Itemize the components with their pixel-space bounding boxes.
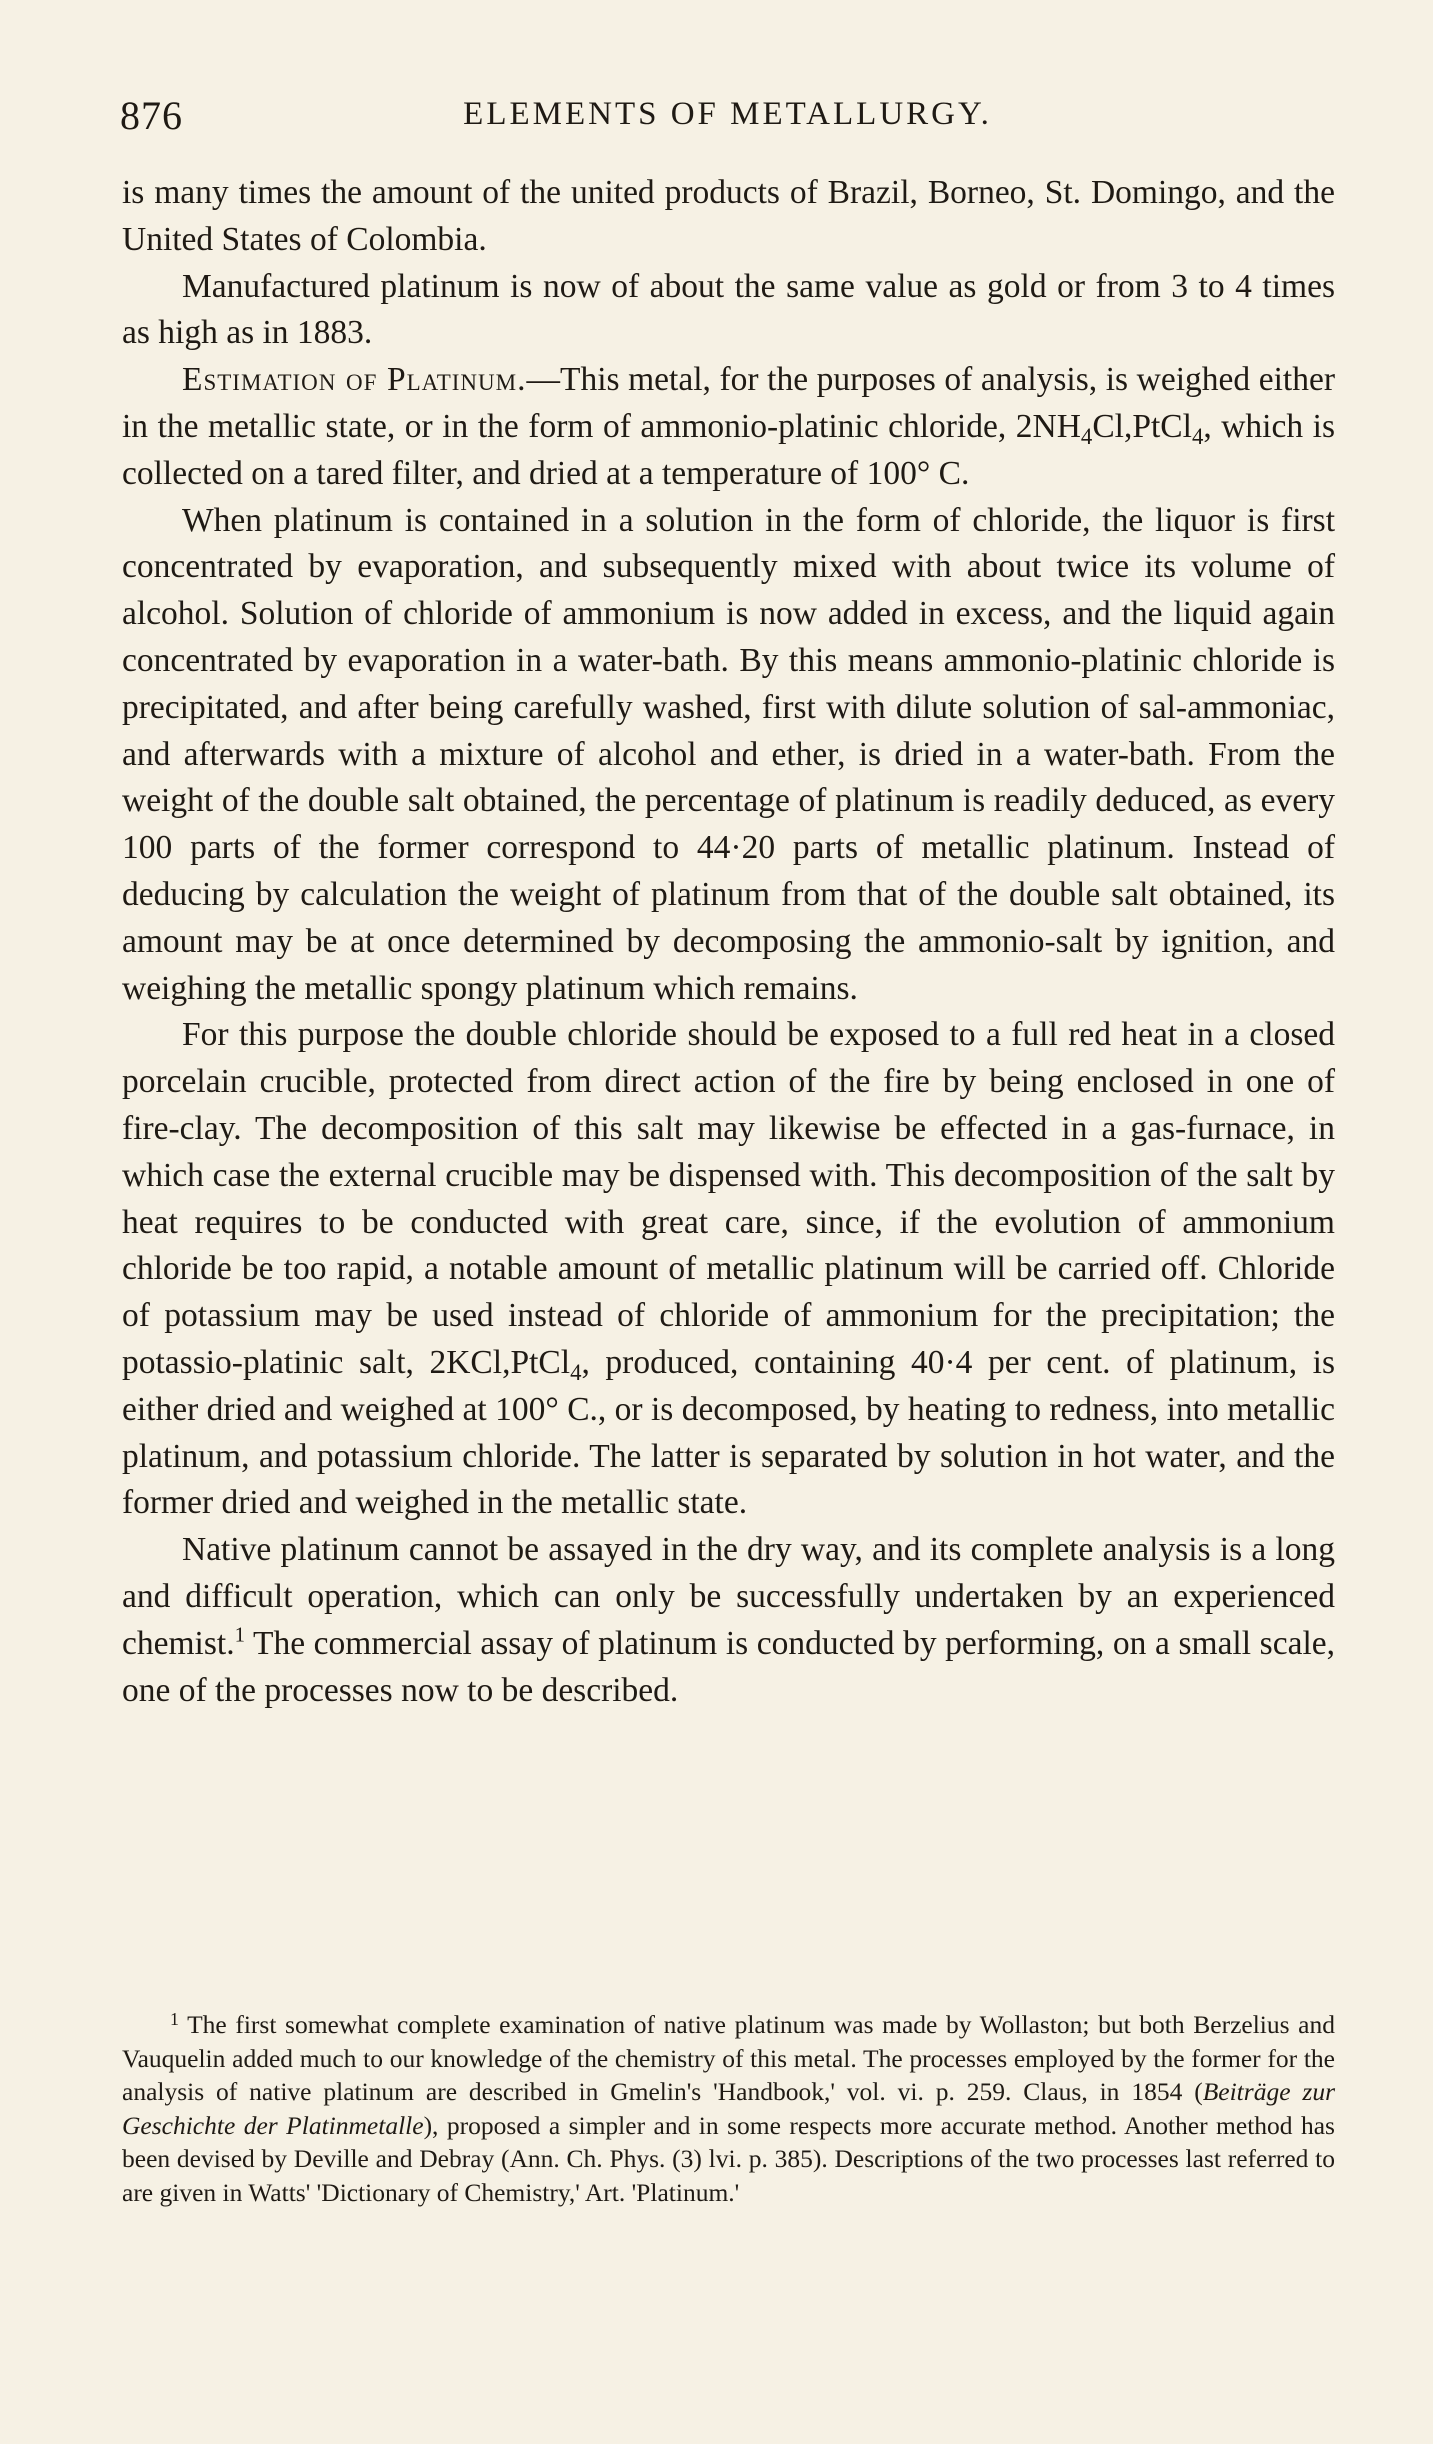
footnote-number: 1: [170, 2008, 179, 2029]
footnote-title-italic: Beiträge zur Geschichte der Platinmetalle: [122, 2077, 1335, 2140]
footnote: $^1$ The first somewhat complete examination of native platinum was made by Wollaston; but both Berzelius and Vauquelin added much to our knowledge of the chemistry of this metal. The processes employed by the former for the analysis of native platinum are described in Gmelin's 'Handbook,' vol. vi. p. 259. Claus, in 1854 (Beiträge zur Geschichte der Platinmetalle), proposed a simpler and in some respects more accurate method. Another method has been devised by Deville and Debray (Ann. Ch. Phys. (3) lvi. p. 385). Descriptions of the two processes last referred to are given in Watts' 'Dictionary of Chemistry,' Art. 'Platinum.': [122, 2008, 1335, 2207]
body-text: [122, 170, 1335, 1714]
paragraph-native-platinum: Native platinum cannot be assayed in the dry way, and its complete analysis is a long and difficult operation, which can only be successfully undertaken by an experienced chemist.$^1$ The commercial assay of platinum is conducted by performing, on a small scale, one of the processes now to be described.: [122, 1531, 1335, 1709]
paragraph-solution: When platinum is contained in a solution in the form of chloride, the liquor is first concentrated by evaporation, and subsequently mixed with about twice its volume of alcohol. Solution of chloride of ammonium is now added in excess, and the liquid again concentrated by evaporation in a water-bath. By this means ammonio-platinic chloride is precipitated, and after being carefully washed, first with dilute solution of sal-ammoniac, and afterwards with a mixture of alcohol and ether, is dried in a water-bath. From the weight of the double salt obtained, the percentage of platinum is readily deduced, as every 100 parts of the former correspond to 44·20 parts of metallic platinum. Instead of deducing by calculation the weight of platinum from that of the double salt obtained, its amount may be at once determined by decomposing the ammonio-salt by ignition, and weighing the metallic spongy platinum which remains.: [122, 501, 1335, 1007]
section-heading: Estimation of Platinum.: [182, 361, 527, 399]
page-header: [120, 92, 1335, 142]
paragraph-1: is many times the amount of the united products of Brazil, Borneo, St. Domingo, and the United States of Colombia.: [122, 174, 1335, 258]
paragraph-double-chloride: For this purpose the double chloride should be exposed to a full red heat in a closed porcelain crucible, protected from direct action of the fire by being enclosed in one of fire-clay. The decomposition of this salt may likewise be effected in a gas-furnace, in which case the external crucible may be dispensed with. This decomposition of the salt by heat requires to be conducted with great care, since, if the evolution of ammonium chloride be too rapid, a notable amount of metallic platinum will be carried off. Chloride of potassium may be used instead of chloride of ammonium for the precipitation; the potassio-platinic salt, 2KCl,PtCl$_4$, produced, containing 40·4 per cent. of platinum, is either dried and weighed at 100° C., or is decomposed, by heating to redness, into metallic platinum, and potassium chloride. The latter is separated by solution in hot water, and the former dried and weighed in the metallic state.: [122, 1016, 1335, 1522]
paragraph-2: Manufactured platinum is now of about the same value as gold or from 3 to 4 times as high as in 1883.: [122, 267, 1335, 352]
footnote-reference: 1: [234, 1623, 245, 1647]
paragraph-estimation: Estimation of Platinum.—This metal, for the purposes of analysis, is weighed either in the metallic state, or in the form of ammonio-platinic chloride, $2NH_4Cl,PtCl_4$, which is collected on a tared filter, and dried at a temperature of 100° C.: [122, 361, 1335, 492]
page-number: 876: [120, 93, 183, 138]
running-title: ELEMENTS OF METALLURGY.: [463, 96, 992, 132]
